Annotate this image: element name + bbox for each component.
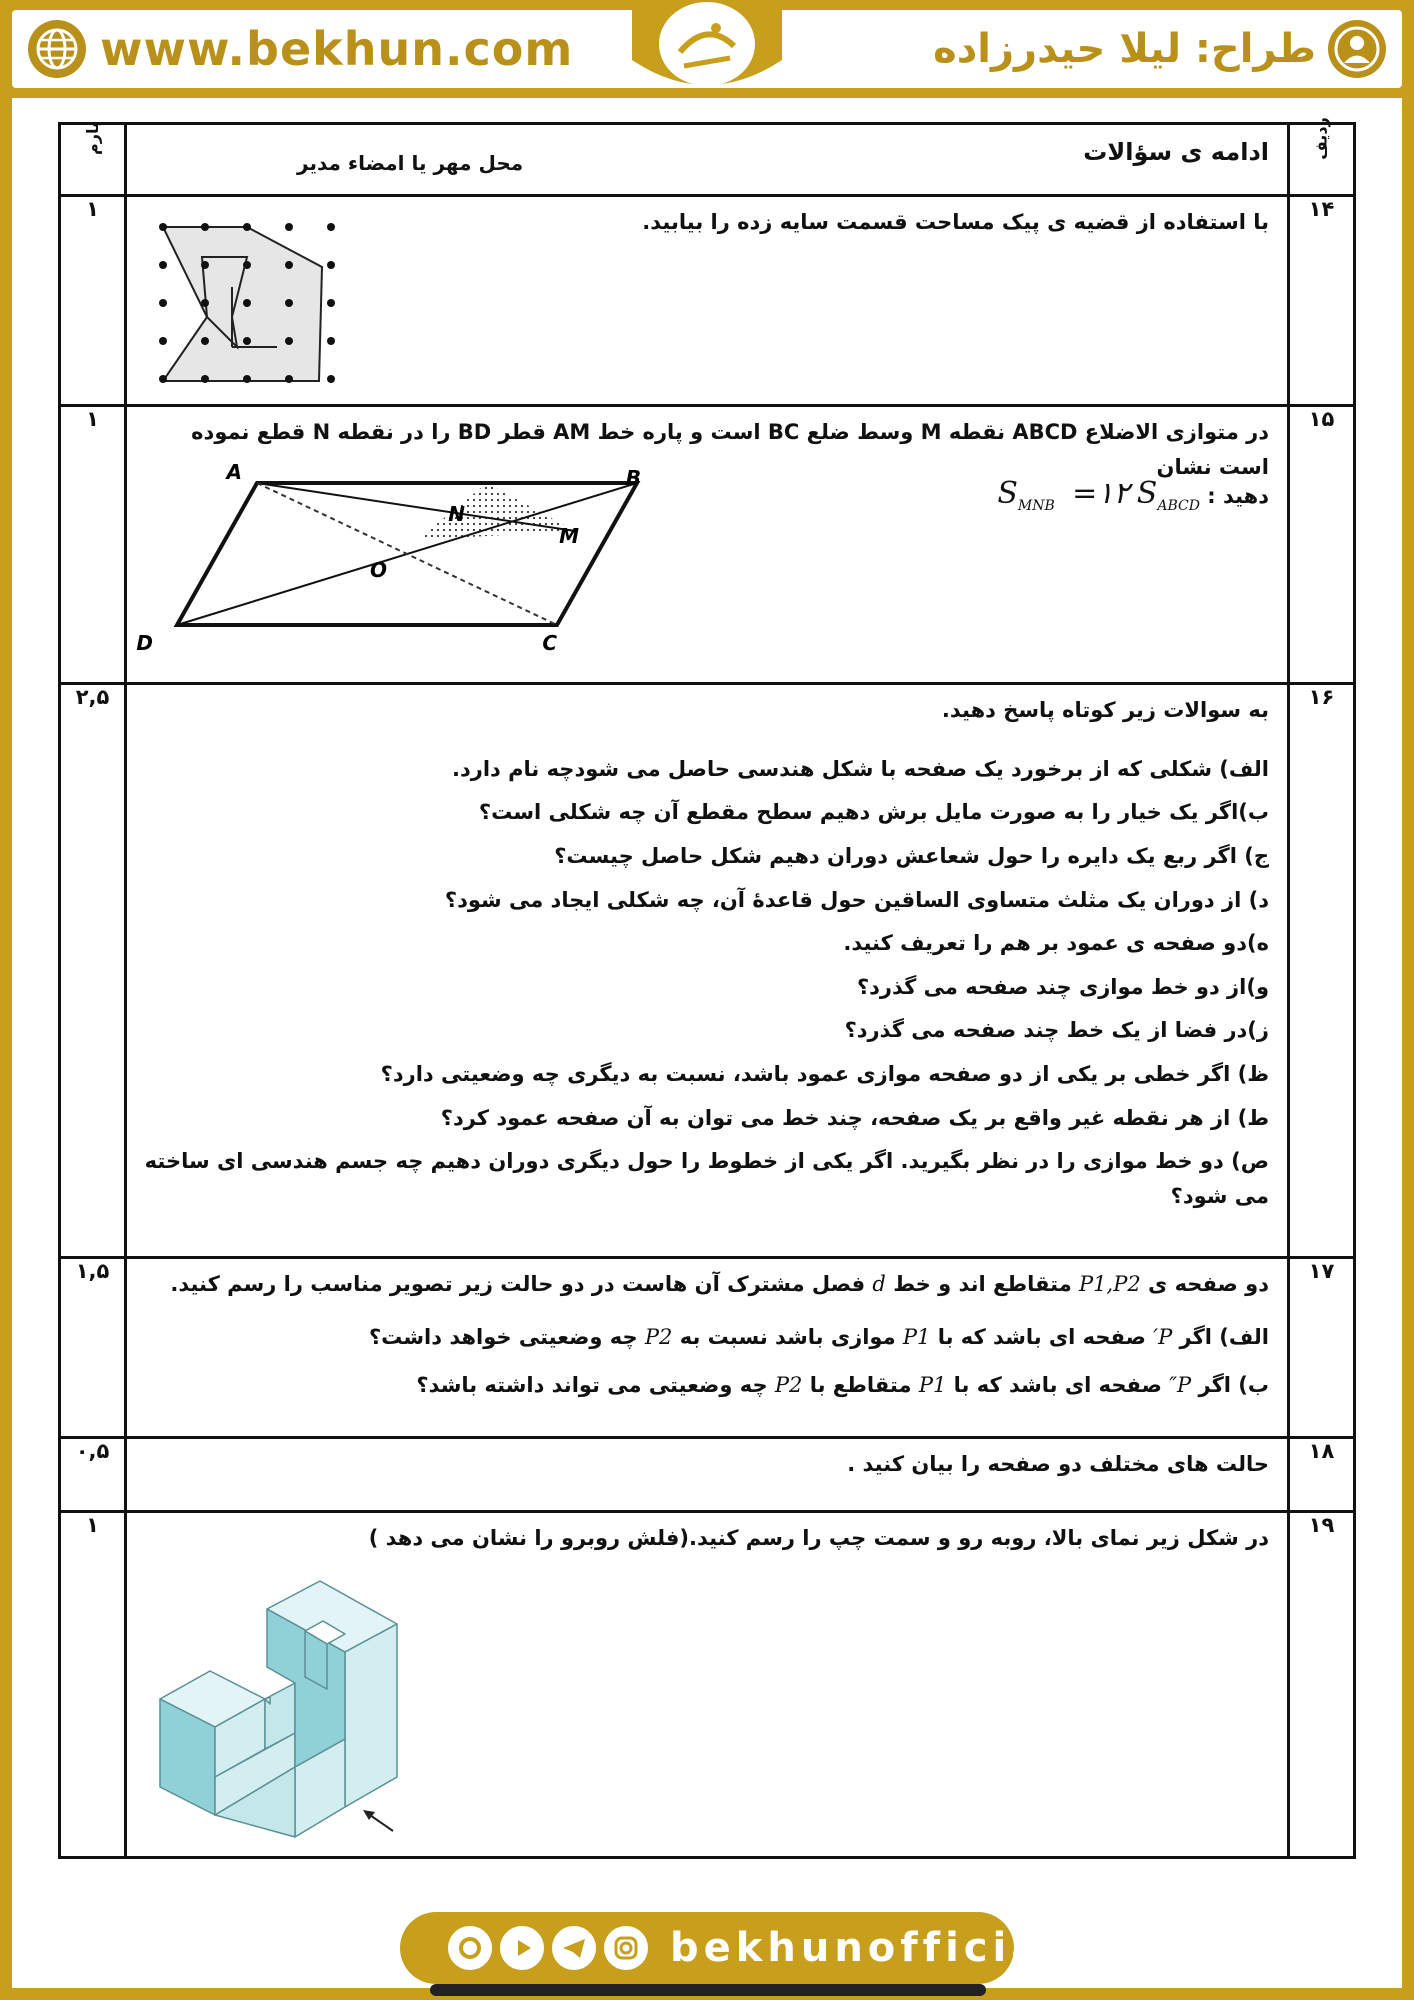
sub-question: ص) دو خط موازی را در نظر بگیرید. اگر یکی از خطوط را حول دیگری دوران دهیم چه جسم هندسی ای ساخته می شود؟ [144, 1149, 1269, 1209]
label-n: N [448, 502, 465, 526]
formula-term-left: $S_{ABCD}$ [1136, 476, 1200, 514]
question-content [126, 406, 1289, 684]
pick-grid-figure [147, 217, 347, 387]
person-icon [1328, 20, 1386, 78]
question-content [126, 684, 1289, 1258]
question-score: ۰,۵ [60, 1438, 126, 1512]
sub-question: ط) از هر نقطه غیر واقع بر یک صفحه، چند خط می توان به آن صفحه عمود کرد؟ [440, 1105, 1269, 1130]
question-number: ۱۸ [1289, 1438, 1355, 1512]
question-row-19 [60, 1512, 1355, 1858]
question-number: ۱۵ [1289, 406, 1355, 684]
social-handle: bekhunofficial [670, 1925, 1062, 1971]
question-content [126, 196, 1289, 406]
question-number: ۱۹ [1289, 1512, 1355, 1858]
label-a: A [226, 460, 242, 484]
signature-label: محل مهر یا امضاء مدیر [297, 151, 524, 175]
question-number: ۱۶ [1289, 684, 1355, 1258]
sub-question: ظ) اگر خطی بر یکی از دو صفحه موازی عمود باشد، نسبت به دیگری چه وضعیتی دارد؟ [380, 1062, 1269, 1087]
sub-question: ب)اگر یک خیار را به صورت مایل برش دهیم سطح مقطع آن چه شکلی است؟ [478, 800, 1269, 825]
sub-question: الف) شکلی که از برخورد یک صفحه با شکل هندسی حاصل می شودچه نام دارد. [451, 756, 1269, 781]
question-row-15 [60, 406, 1355, 684]
questions-title: ادامه ی سؤالات [1083, 138, 1269, 166]
bekhun-logo-icon [632, 0, 782, 98]
question-intro: به سوالات زیر کوتاه پاسخ دهید. [941, 698, 1269, 722]
question-text: حالت های مختلف دو صفحه را بیان کنید . [847, 1452, 1269, 1476]
question-row-14 [60, 196, 1355, 406]
question-part-b: ب) اگر P″ صفحه ای باشد که با P1 متقاطع با P2 چه وضعیتی می تواند داشته باشد؟ [416, 1373, 1269, 1398]
question-text: در شکل زیر نمای بالا، روبه رو و سمت چپ را رسم کنید.(فلش روبرو را نشان می دهد ) [368, 1526, 1269, 1550]
question-text: با استفاده از قضیه ی پیک مساحت قسمت سایه زده را بیابید. [642, 210, 1269, 234]
question-number: ۱۴ [1289, 196, 1355, 406]
sub-question: ه)دو صفحه ی عمود بر هم را تعریف کنید. [843, 931, 1269, 956]
question-row-18 [60, 1438, 1355, 1512]
question-content [126, 1258, 1289, 1438]
social-bar[interactable] [400, 1912, 1062, 1984]
row-column-header: ردیف [1289, 124, 1355, 196]
instagram-icon[interactable] [604, 1926, 648, 1970]
sub-question: و)از دو خط موازی چند صفحه می گذرد؟ [856, 974, 1269, 999]
social-icon[interactable] [448, 1926, 492, 1970]
question-score: ۲,۵ [60, 684, 126, 1258]
question-row-17 [60, 1258, 1355, 1438]
question-row-16 [60, 684, 1355, 1258]
telegram-icon[interactable] [552, 1926, 596, 1970]
sub-question: د) از دوران یک مثلث متساوی الساقین حول قاعدهٔ آن، چه شکلی ایجاد می شود؟ [444, 887, 1269, 912]
designer-name: طراح: لیلا حیدرزاده [933, 26, 1316, 72]
label-m: M [559, 524, 579, 548]
question-score: ۱ [60, 196, 126, 406]
youtube-icon[interactable] [500, 1926, 544, 1970]
question-content [126, 1512, 1289, 1858]
question-score: ۱ [60, 1512, 126, 1858]
parallelogram-figure [136, 455, 667, 665]
question-part-a: الف) اگر P′ صفحه ای باشد که با P1 موازی باشد نسبت به P2 چه وضعیتی خواهد داشت؟ [368, 1324, 1269, 1349]
label-c: C [542, 631, 557, 655]
score-column-header: بارم [60, 124, 126, 196]
footer-shadow [430, 1984, 986, 1996]
question-score: ۱,۵ [60, 1258, 126, 1438]
designer-credit [933, 18, 1386, 80]
questions-title-cell [126, 124, 1289, 196]
formula-term-right: $S_{MNB}$ [997, 476, 1055, 514]
question-text: در متوازی الاضلاع ABCD نقطه M وسط ضلع BC است و پاره خط AM قطر BD را در نقطه N قطع نموده است نشان [191, 420, 1269, 479]
sub-question: ج) اگر ربع یک دایره را حول شعاعش دوران دهیم شکل حاصل چیست؟ [554, 843, 1269, 868]
formula [997, 469, 1269, 519]
exam-table [58, 117, 1356, 1859]
globe-icon [28, 20, 86, 78]
formula-label: دهید : [1207, 484, 1269, 508]
label-d: D [136, 631, 153, 655]
formula-equals: =۱۲ [1072, 476, 1130, 511]
question-number: ۱۷ [1289, 1258, 1355, 1438]
website-link[interactable] [28, 18, 573, 80]
sub-questions [143, 752, 1269, 1214]
label-b: B [625, 466, 641, 490]
question-text: دو صفحه ی P1,P2 متقاطع اند و خط d فصل مشترک آن هاست در دو حالت زیر تصویر مناسب را رسم کنید. [170, 1272, 1269, 1296]
question-content [126, 1438, 1289, 1512]
table-header-row [60, 124, 1355, 196]
isometric-block-figure [155, 1579, 415, 1839]
website-text: www.bekhun.com [100, 22, 574, 76]
sub-question: ز)در فضا از یک خط چند صفحه می گذرد؟ [844, 1018, 1269, 1043]
question-score: ۱ [60, 406, 126, 684]
label-o: O [369, 558, 387, 582]
